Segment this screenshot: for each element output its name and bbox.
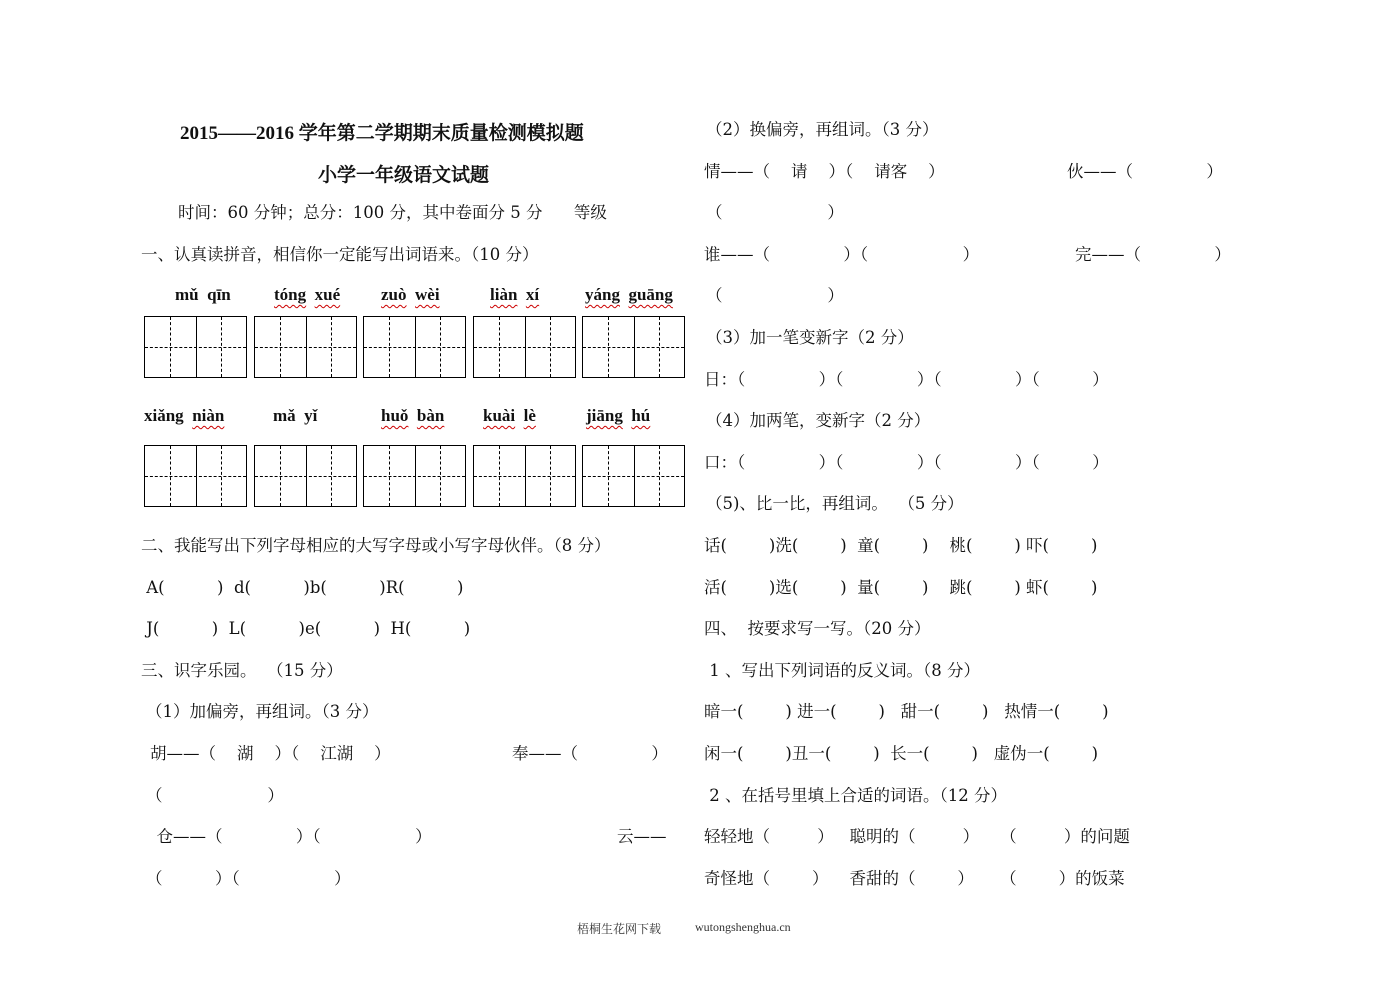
footer-url[interactable]: wutongshenghua.cn (695, 920, 791, 934)
q1-line-3a[interactable]: 仓——（ ）（ ） (146, 827, 432, 846)
writing-grid[interactable] (254, 445, 357, 507)
q2-line-2[interactable]: （ ） (706, 203, 844, 222)
q4-line[interactable]: 口：（ ）（ ）（ ）（ ） (704, 453, 1109, 472)
pinyin-item: xiǎng niàn (144, 406, 225, 425)
q4-heading: （4）加两笔，变新字（2 分） (706, 411, 931, 430)
q2-line-1b[interactable]: 伙——（ ） (1067, 162, 1223, 181)
writing-grid[interactable] (144, 316, 247, 378)
pinyin-item: jiāng hú (586, 406, 651, 425)
s4-q1-heading: 1 、写出下列词语的反义词。（8 分） (704, 661, 980, 680)
writing-grid[interactable] (582, 445, 685, 507)
letter-line-2[interactable]: J( ) L( )e( ) H( ) (141, 619, 471, 638)
q1-line-3b: 云—— (617, 827, 667, 846)
section-2-heading: 二、我能写出下列字母相应的大写字母或小写字母伙伴。（8 分） (141, 536, 611, 555)
letter-line-1[interactable]: A( ) d( )b( )R( ) (141, 578, 464, 597)
fill-line-2[interactable]: 奇怪地（ ） 香甜的（ ） （ ）的饭菜 (704, 869, 1125, 888)
writing-grid[interactable] (473, 316, 576, 378)
pinyin-item: huǒ bàn (381, 406, 445, 425)
antonym-line-2[interactable]: 闲一( )丑一( ) 长一( ) 虚伪一( ) (704, 744, 1099, 763)
antonym-line-1[interactable]: 暗一( ) 进一( ) 甜一( ) 热情一( ) (704, 702, 1109, 721)
q5-line-1[interactable]: 话( )洗( ) 童( ) 桃( ) 吓( ) (704, 536, 1098, 555)
section-3-heading: 三、识字乐园。 （15 分） (141, 661, 343, 680)
q5-heading: （5)、比一比，再组词。 （5 分） (706, 494, 964, 513)
q2-line-3a[interactable]: 谁——（ ）（ ） (704, 245, 980, 264)
q2-line-3b[interactable]: 完——（ ） (1075, 245, 1231, 264)
pinyin-item: yáng guāng (585, 285, 673, 304)
s4-q2-heading: 2 、在括号里填上合适的词语。（12 分） (704, 786, 1007, 805)
q1-line-4[interactable]: （ ）（ ） (146, 869, 351, 888)
pinyin-item: mǎ yǐ (273, 406, 318, 425)
writing-grid[interactable] (363, 316, 466, 378)
q5-line-2[interactable]: 活( )选( ) 量( ) 跳( ) 虾( ) (704, 578, 1098, 597)
writing-grid[interactable] (582, 316, 685, 378)
pinyin-item: kuài lè (483, 406, 536, 425)
writing-grid[interactable] (363, 445, 466, 507)
pinyin-item: liàn xí (490, 285, 540, 304)
q1-line-2[interactable]: （ ） (146, 786, 284, 805)
exam-info: 时间：60 分钟；总分：100 分，其中卷面分 5 分 等级 (178, 203, 607, 222)
pinyin-item: mǔ qīn (175, 285, 231, 304)
q2-line-1a[interactable]: 情——（ 请 ）（ 请客 ） (704, 162, 945, 181)
writing-grid[interactable] (144, 445, 247, 507)
pinyin-item: zuò wèi (381, 285, 440, 304)
section-1-heading: 一、认真读拼音，相信你一定能写出词语来。（10 分） (141, 245, 539, 264)
pinyin-item: tóng xué (274, 285, 341, 304)
q2-heading: （2）换偏旁，再组词。（3 分） (706, 120, 939, 139)
writing-grid[interactable] (473, 445, 576, 507)
fill-line-1[interactable]: 轻轻地（ ） 聪明的（ ） （ ）的问题 (704, 827, 1130, 846)
q1-line-1b[interactable]: 奉——（ ） (512, 744, 668, 763)
q2-line-4[interactable]: （ ） (706, 286, 844, 305)
q3-heading: （3）加一笔变新字（2 分） (706, 328, 914, 347)
q1-heading: （1）加偏旁，再组词。（3 分） (146, 702, 379, 721)
q3-line[interactable]: 日：（ ）（ ）（ ）（ ） (704, 370, 1109, 389)
footer-site-name: 梧桐生花网下载 (577, 922, 662, 936)
q1-line-1a[interactable]: 胡——（ 湖 ）（ 江湖 ） (150, 744, 391, 763)
exam-title: 2015——2016 学年第二学期期末质量检测模拟题 (180, 123, 584, 144)
section-4-heading: 四、 按要求写一写。（20 分） (704, 619, 931, 638)
exam-subtitle: 小学一年级语文试题 (318, 165, 490, 186)
writing-grid[interactable] (254, 316, 357, 378)
